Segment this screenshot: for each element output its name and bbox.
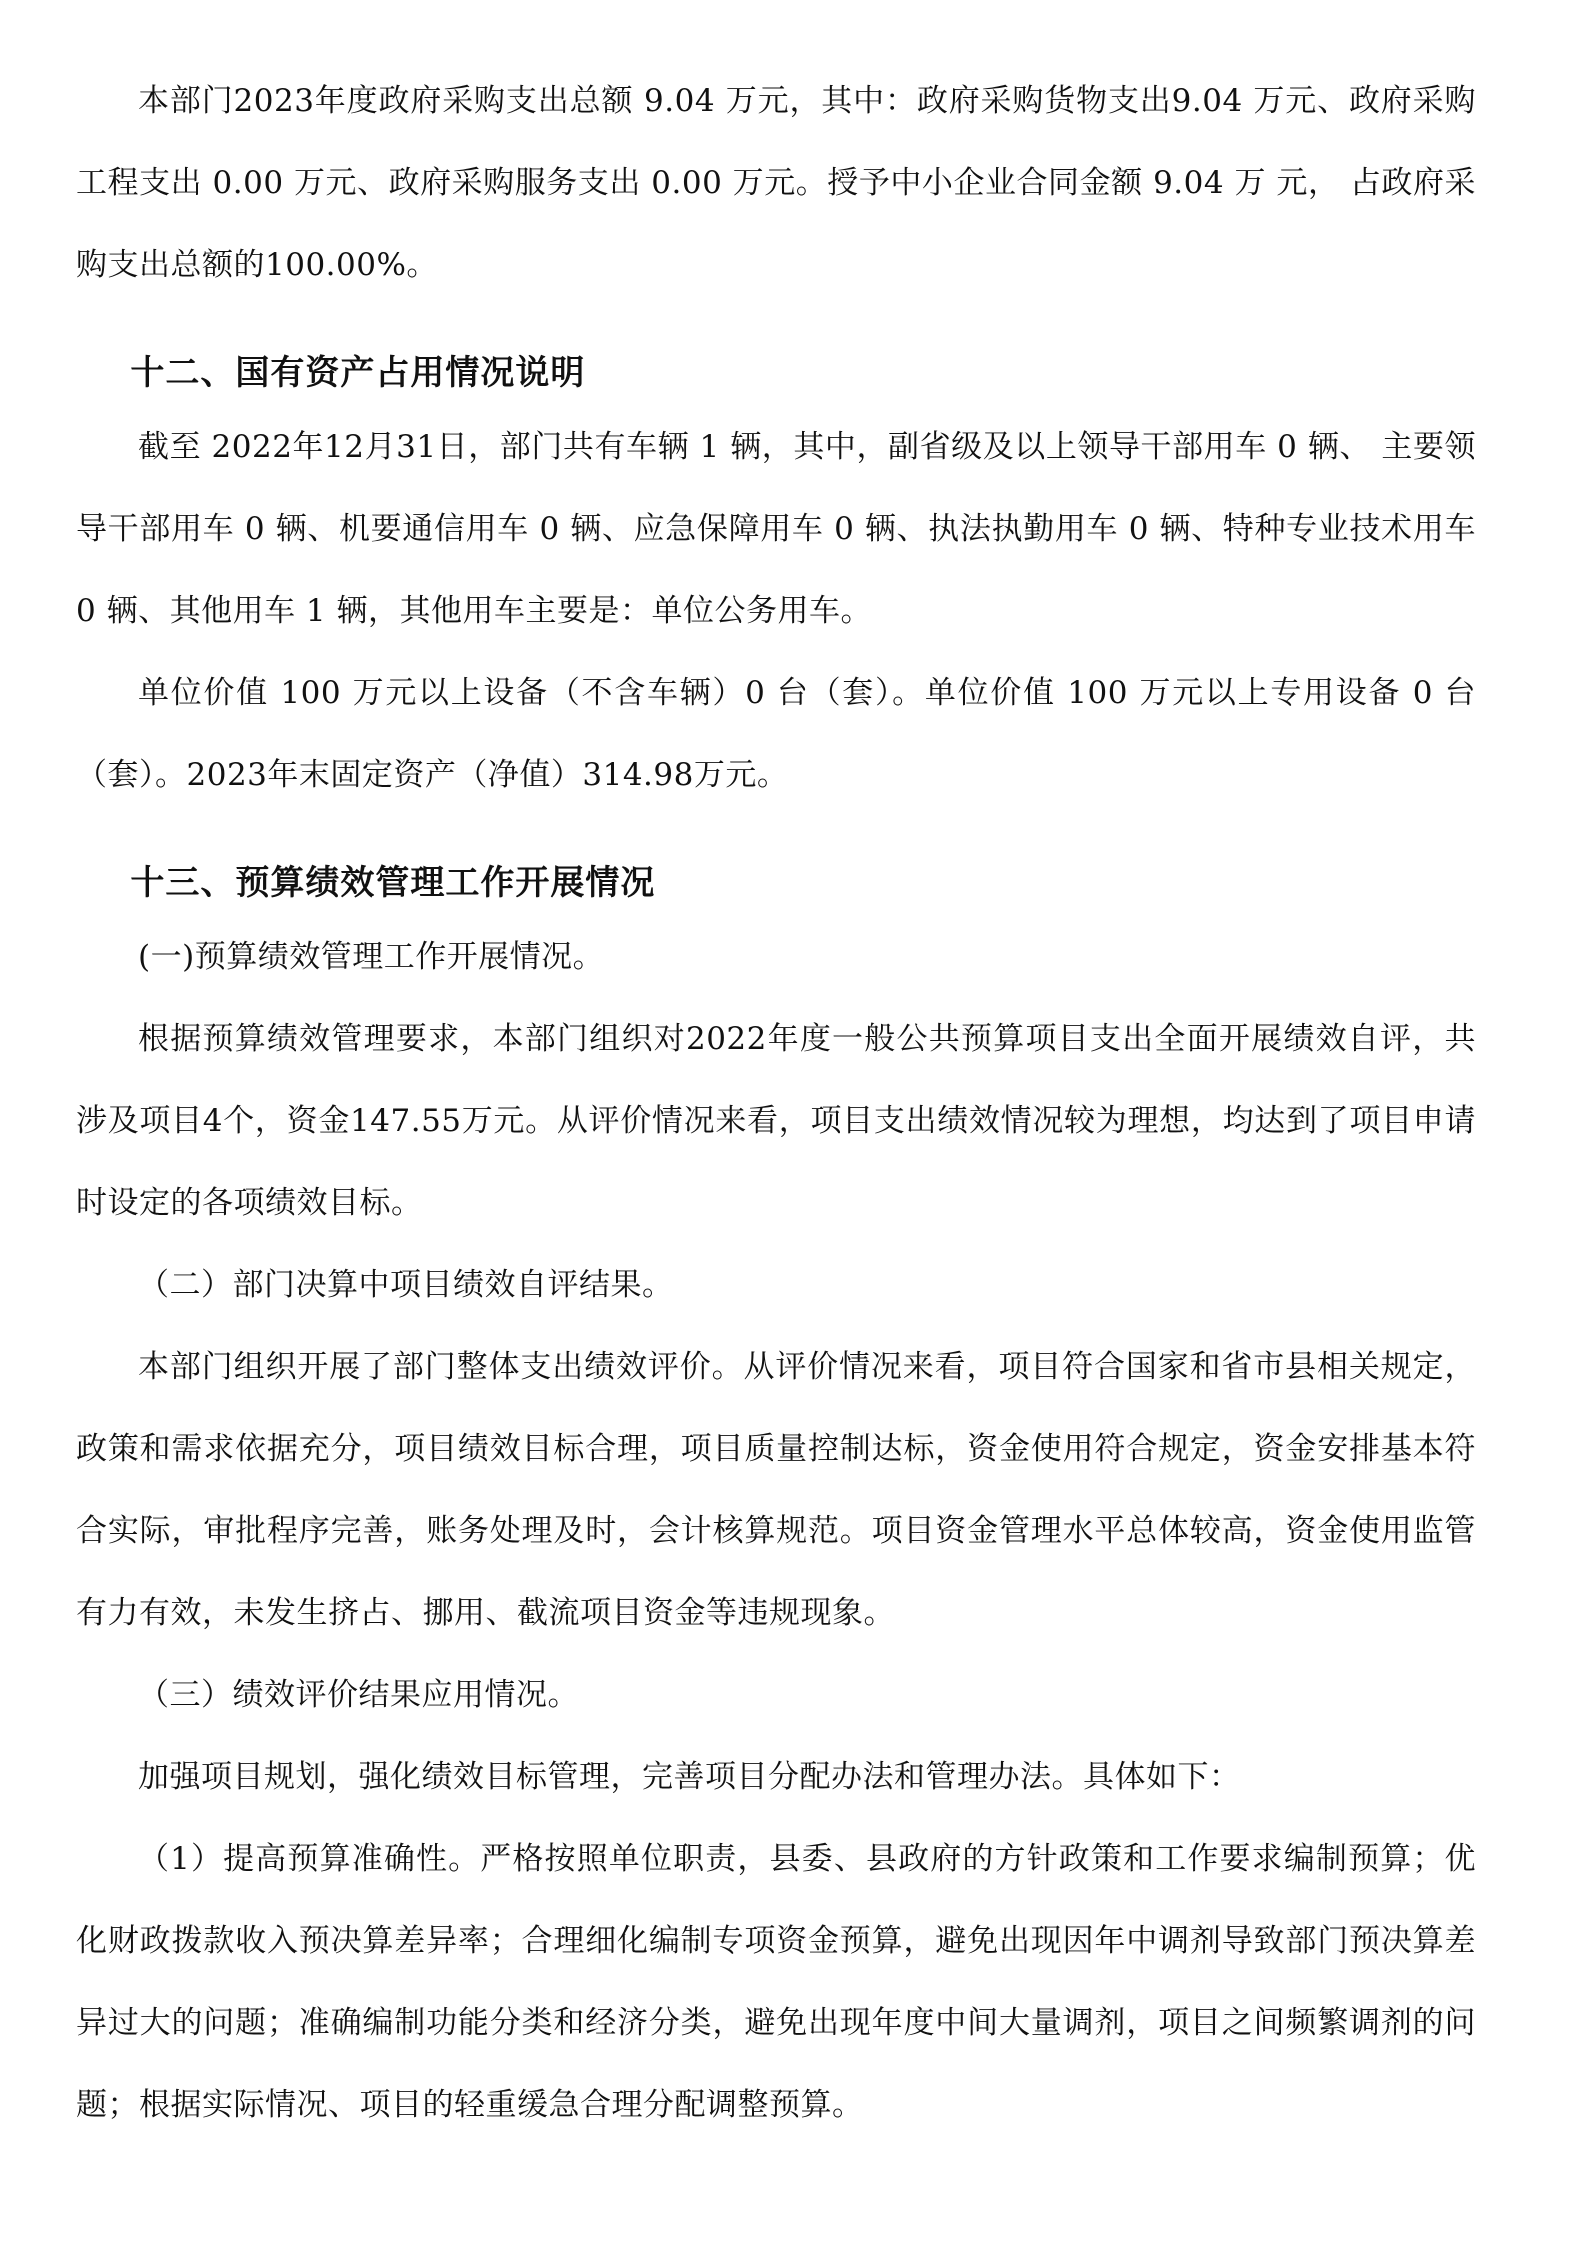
section-heading-performance: 十三、预算绩效管理工作开展情况 (130, 863, 656, 903)
vehicles-paragraph: 截至 2022年12月31日，部门共有车辆 1 辆，其中，副省级及以上领导干部用车 0 辆、 主要领导干部用车 0 辆、机要通信用车 0 辆、应急保障用车 0 辆、执法执勤用车 0 辆、特种专业技术用车 0 辆、其他用车 1 辆，其他用车主要是：单位公务用车。 (76, 429, 1476, 629)
subheading-performance-work: (一)预算绩效管理工作开展情况。 (138, 939, 605, 975)
subheading-results-application: （三）绩效评价结果应用情况。 (138, 1677, 579, 1713)
self-evaluation-paragraph: 根据预算绩效管理要求，本部门组织对2022年度一般公共预算项目支出全面开展绩效自评，共涉及项目4个，资金147.55万元。从评价情况来看，项目支出绩效情况较为理想，均达到了项目申请时设定的各项绩效目标。 (76, 1021, 1476, 1221)
equipment-paragraph: 单位价值 100 万元以上设备（不含车辆）0 台（套）。单位价值 100 万元以上专用设备 0 台（套）。2023年末固定资产（净值）314.98万元。 (76, 675, 1476, 793)
project-planning-paragraph: 加强项目规划，强化绩效目标管理，完善项目分配办法和管理办法。具体如下： (138, 1759, 1241, 1795)
overall-evaluation-paragraph: 本部门组织开展了部门整体支出绩效评价。从评价情况来看，项目符合国家和省市县相关规定，政策和需求依据充分，项目绩效目标合理，项目质量控制达标，资金使用符合规定，资金安排基本符合实际，审批程序完善，账务处理及时，会计核算规范。项目资金管理水平总体较高，资金使用监管有力有效，未发生挤占、挪用、截流项目资金等违规现象。 (76, 1349, 1476, 1631)
document-body (76, 60, 1476, 2146)
section-heading-state-assets: 十二、国有资产占用情况说明 (130, 353, 586, 393)
budget-accuracy-paragraph: （1）提高预算准确性。严格按照单位职责，县委、县政府的方针政策和工作要求编制预算；优化财政拨款收入预决算差异率；合理细化编制专项资金预算，避免出现因年中调剂导致部门预决算差异过大的问题；准确编制功能分类和经济分类，避免出现年度中间大量调剂，项目之间频繁调剂的问题；根据实际情况、项目的轻重缓急合理分配调整预算。 (76, 1841, 1476, 2123)
subheading-self-evaluation-results: （二）部门决算中项目绩效自评结果。 (138, 1267, 674, 1303)
procurement-paragraph: 本部门2023年度政府采购支出总额 9.04 万元，其中：政府采购货物支出9.04 万元、政府采购工程支出 0.00 万元、政府采购服务支出 0.00 万元。授予中小企业合同金额 9.04 万 元， 占政府采购支出总额的100.00%。 (76, 83, 1476, 283)
